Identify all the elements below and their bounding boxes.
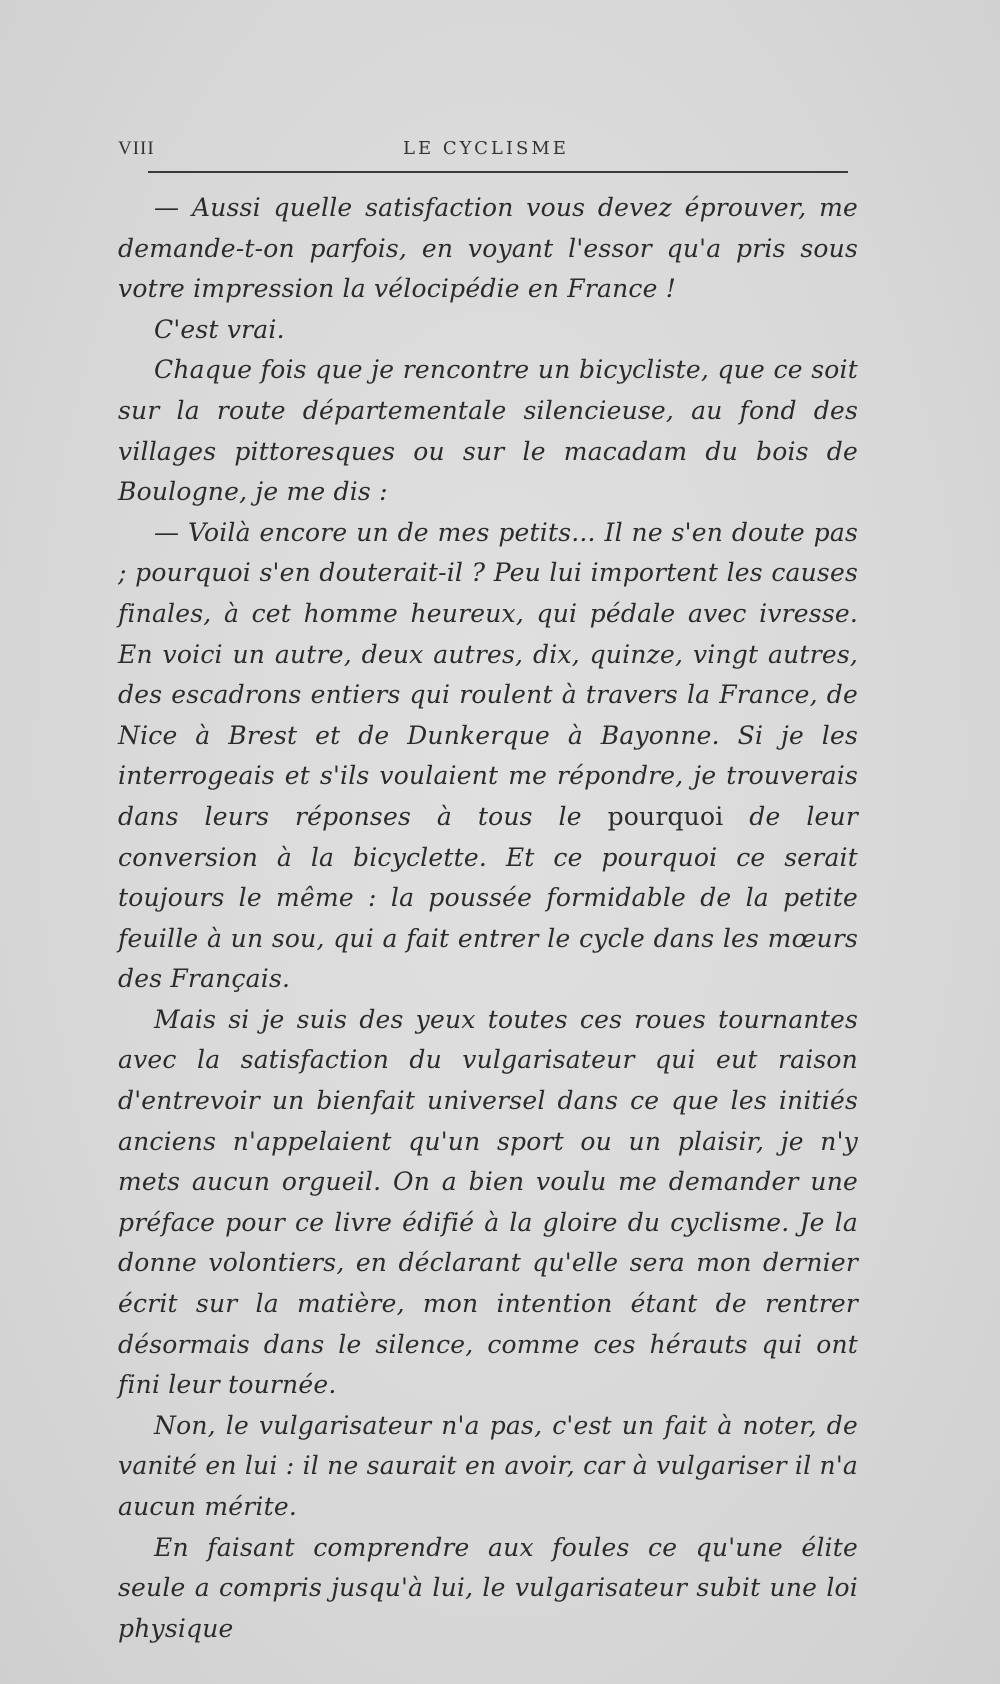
- running-head: [118, 138, 848, 166]
- paragraph: En faisant comprendre aux foules ce qu'une élite seule a compris jusqu'à lui, le vulgarisateur subit une loi physique: [118, 1532, 858, 1643]
- emphasized-word: pourquoi: [607, 801, 724, 831]
- header-rule: [148, 171, 848, 173]
- paragraph: Non, le vulgarisateur n'a pas, c'est un fait à noter, de vanité en lui : il ne saurait en avoir, car à vulgariser il n'a aucun mérite.: [118, 1410, 858, 1521]
- paragraph: — Aussi quelle satisfaction vous devez éprouver, me demande-t-on parfois, en voyant l'essor qu'a pris sous votre impression la vélocipédie en France !: [118, 193, 858, 304]
- paragraph: C'est vrai.: [154, 314, 285, 344]
- running-title: LE CYCLISME: [403, 138, 569, 159]
- paragraph: [118, 513, 858, 1000]
- paragraph-text: — Voilà encore un de mes petits... Il ne s'en doute pas ; pourquoi s'en douterait-il ? Peu lui importent les causes finales, à cet homme heureux, qui pédale avec ivresse. En voici un autre, deux autres, dix, quinze, vingt autres, des escadrons entiers qui roulent à travers la France, de Nice à Brest et de Dunkerque à Bayonne. Si je les interrogeais et s'ils voulaient me répondre, je trouverais dans leurs réponses à tous le: [118, 517, 858, 831]
- body-text: [118, 188, 858, 1649]
- paragraph-text: de leur conversion à la bicyclette. Et ce pourquoi ce serait toujours le même : la poussée formidable de la petite feuille à un sou, qui a fait entrer le cycle dans les mœurs des Français.: [118, 801, 858, 994]
- page-number: VIII: [118, 138, 155, 159]
- paragraph: Mais si je suis des yeux toutes ces roues tournantes avec la satisfaction du vulgarisateur qui eut raison d'entrevoir un bienfait universel dans ce que les initiés anciens n'appelaient qu'un sport ou un plaisir, je n'y mets aucun orgueil. On a bien voulu me demander une préface pour ce livre édifié à la gloire du cyclisme. Je la donne volontiers, en déclarant qu'elle sera mon dernier écrit sur la matière, mon intention étant de rentrer désormais dans le silence, comme ces hérauts qui ont fini leur tournée.: [118, 1004, 858, 1400]
- paragraph: Chaque fois que je rencontre un bicycliste, que ce soit sur la route départementale silencieuse, au fond des villages pittoresques ou sur le macadam du bois de Boulogne, je me dis :: [118, 355, 858, 507]
